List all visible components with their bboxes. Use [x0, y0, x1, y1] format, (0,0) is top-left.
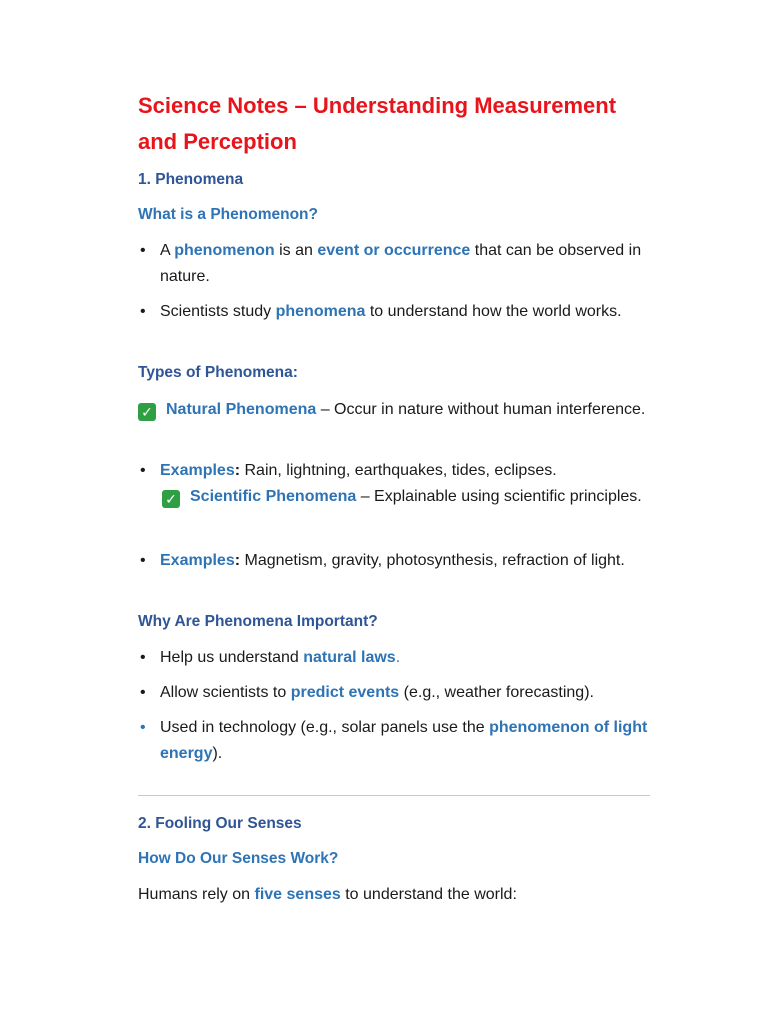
five-senses-paragraph — [138, 882, 658, 908]
keyword-phenomenon: phenomenon — [174, 242, 275, 259]
keyword-examples: Examples — [160, 462, 235, 479]
keyword-natural-phenomena: Natural Phenomena — [166, 401, 317, 418]
bullet-marker: • — [140, 303, 146, 320]
subheading-what-is-phenomenon: What is a Phenomenon? — [138, 206, 318, 223]
keyword-natural-laws: natural laws — [303, 649, 396, 666]
text: ). — [212, 745, 223, 762]
bullet-phenomenon-definition — [160, 238, 660, 290]
horizontal-divider — [138, 795, 650, 796]
keyword-event-or-occurrence: event or occurrence — [317, 242, 471, 259]
section-heading-phenomena: 1. Phenomena — [138, 171, 244, 188]
bullet-marker: • — [140, 649, 146, 666]
colon: : — [234, 462, 241, 479]
text: (e.g., weather forecasting). — [399, 684, 594, 701]
page-title: Science Notes – Understanding Measurement and Perception — [138, 93, 617, 154]
text: Scientists study — [160, 303, 276, 320]
text: Allow scientists to — [160, 684, 291, 701]
subheading-how-senses-work: How Do Our Senses Work? — [138, 850, 339, 867]
subheading-types-of-phenomena: Types of Phenomena: — [138, 364, 298, 381]
text: . — [395, 649, 401, 666]
subheading-why-phenomena-important: Why Are Phenomena Important? — [138, 613, 378, 630]
keyword-phenomenon-of-light-energy: phenomenon of light energy — [160, 719, 648, 762]
text: Rain, lightning, earthquakes, tides, eclipses. — [240, 462, 557, 479]
text: Help us understand — [160, 649, 304, 666]
keyword-phenomena: phenomena — [275, 303, 366, 320]
keyword-predict-events: predict events — [290, 684, 400, 701]
natural-phenomena-paragraph — [138, 397, 658, 423]
section-heading-fooling-senses: 2. Fooling Our Senses — [138, 815, 302, 832]
bullet-marker: • — [140, 684, 146, 701]
keyword-five-senses: five senses — [254, 886, 341, 903]
text: Humans rely on — [138, 886, 255, 903]
text: A — [160, 242, 175, 259]
keyword-scientific-phenomena: Scientific Phenomena — [190, 488, 357, 505]
bullet-technology — [160, 715, 660, 767]
text: Used in technology (e.g., solar panels use the — [160, 719, 490, 736]
text: that can be observed in nature. — [160, 242, 642, 285]
bullet-marker: • — [140, 242, 146, 259]
text: – Explainable using scientific principles. — [356, 488, 642, 505]
bullet-marker: • — [140, 552, 146, 569]
bullet-marker: • — [140, 719, 146, 736]
bullet-predict-events — [160, 680, 660, 706]
text: Magnetism, gravity, photosynthesis, refraction of light. — [240, 552, 625, 569]
bullet-examples-natural — [160, 458, 660, 510]
bullet-scientists-study — [160, 299, 660, 325]
bullet-examples-scientific — [160, 548, 660, 574]
text: – Occur in nature without human interference. — [316, 401, 646, 418]
colon: : — [234, 552, 241, 569]
check-mark-icon: ✓ — [162, 490, 180, 508]
text: to understand the world: — [340, 886, 517, 903]
check-mark-icon: ✓ — [138, 403, 156, 421]
text: to understand how the world works. — [365, 303, 622, 320]
bullet-marker: • — [140, 462, 146, 479]
bullet-natural-laws — [160, 645, 660, 671]
keyword-examples: Examples — [160, 552, 235, 569]
text: is an — [274, 242, 318, 259]
